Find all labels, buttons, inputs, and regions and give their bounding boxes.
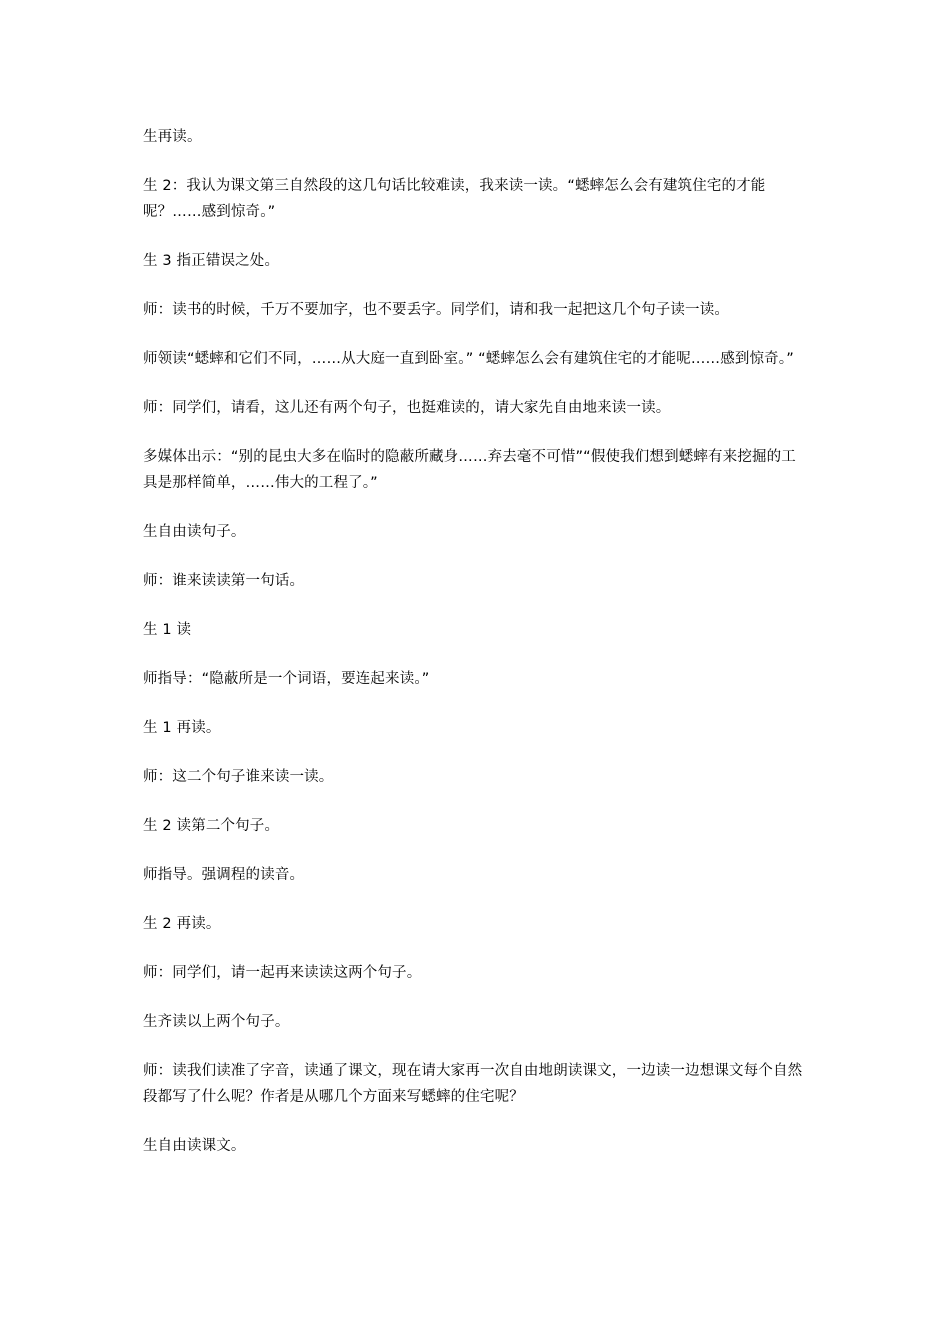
paragraph: 师：同学们，请看，这儿还有两个句子，也挺难读的，请大家先自由地来读一读。 (143, 400, 671, 416)
paragraph: 多媒体出示：“别的昆虫大多在临时的隐蔽所藏身……弃去毫不可惜”“假使我们想到蟋蟀有来挖掘的工具是那样简单，……伟大的工程了。” (143, 449, 796, 491)
paragraph: 师：读书的时候，千万不要加字，也不要丢字。同学们，请和我一起把这几个句子读一读。 (143, 302, 729, 318)
paragraph: 师：这二个句子谁来读一读。 (143, 769, 334, 785)
paragraph: 师：谁来读读第一句话。 (143, 573, 305, 589)
paragraph: 生 3 指正错误之处。 (143, 253, 280, 269)
paragraph: 生 2 读第二个句子。 (143, 818, 280, 834)
paragraph: 生再读。 (143, 129, 202, 145)
paragraph: 师：读我们读准了字音，读通了课文，现在请大家再一次自由地朗读课文，一边读一边想课文每个自然段都写了什么呢？作者是从哪几个方面来写蟋蟀的住宅呢？ (143, 1063, 803, 1105)
paragraph: 师指导：“隐蔽所是一个词语，要连起来读。” (143, 671, 430, 687)
paragraph: 生自由读句子。 (143, 524, 246, 540)
paragraph: 师领读“蟋蟀和它们不同，……从大庭一直到卧室。” “蟋蟀怎么会有建筑住宅的才能呢……感到惊奇。” (143, 351, 794, 367)
paragraph: 师：同学们，请一起再来读读这两个句子。 (143, 965, 422, 981)
paragraph: 生 1 读 (143, 622, 192, 638)
paragraph: 师指导。强调程的读音。 (143, 867, 305, 883)
paragraph: 生自由读课文。 (143, 1138, 246, 1154)
paragraph: 生 2：我认为课文第三自然段的这几句话比较难读，我来读一读。“蟋蟀怎么会有建筑住宅的才能呢？……感到惊奇。” (143, 178, 766, 220)
paragraph: 生 2 再读。 (143, 916, 221, 932)
paragraph: 生 1 再读。 (143, 720, 221, 736)
paragraph: 生齐读以上两个句子。 (143, 1014, 290, 1030)
document-body (143, 124, 809, 1182)
